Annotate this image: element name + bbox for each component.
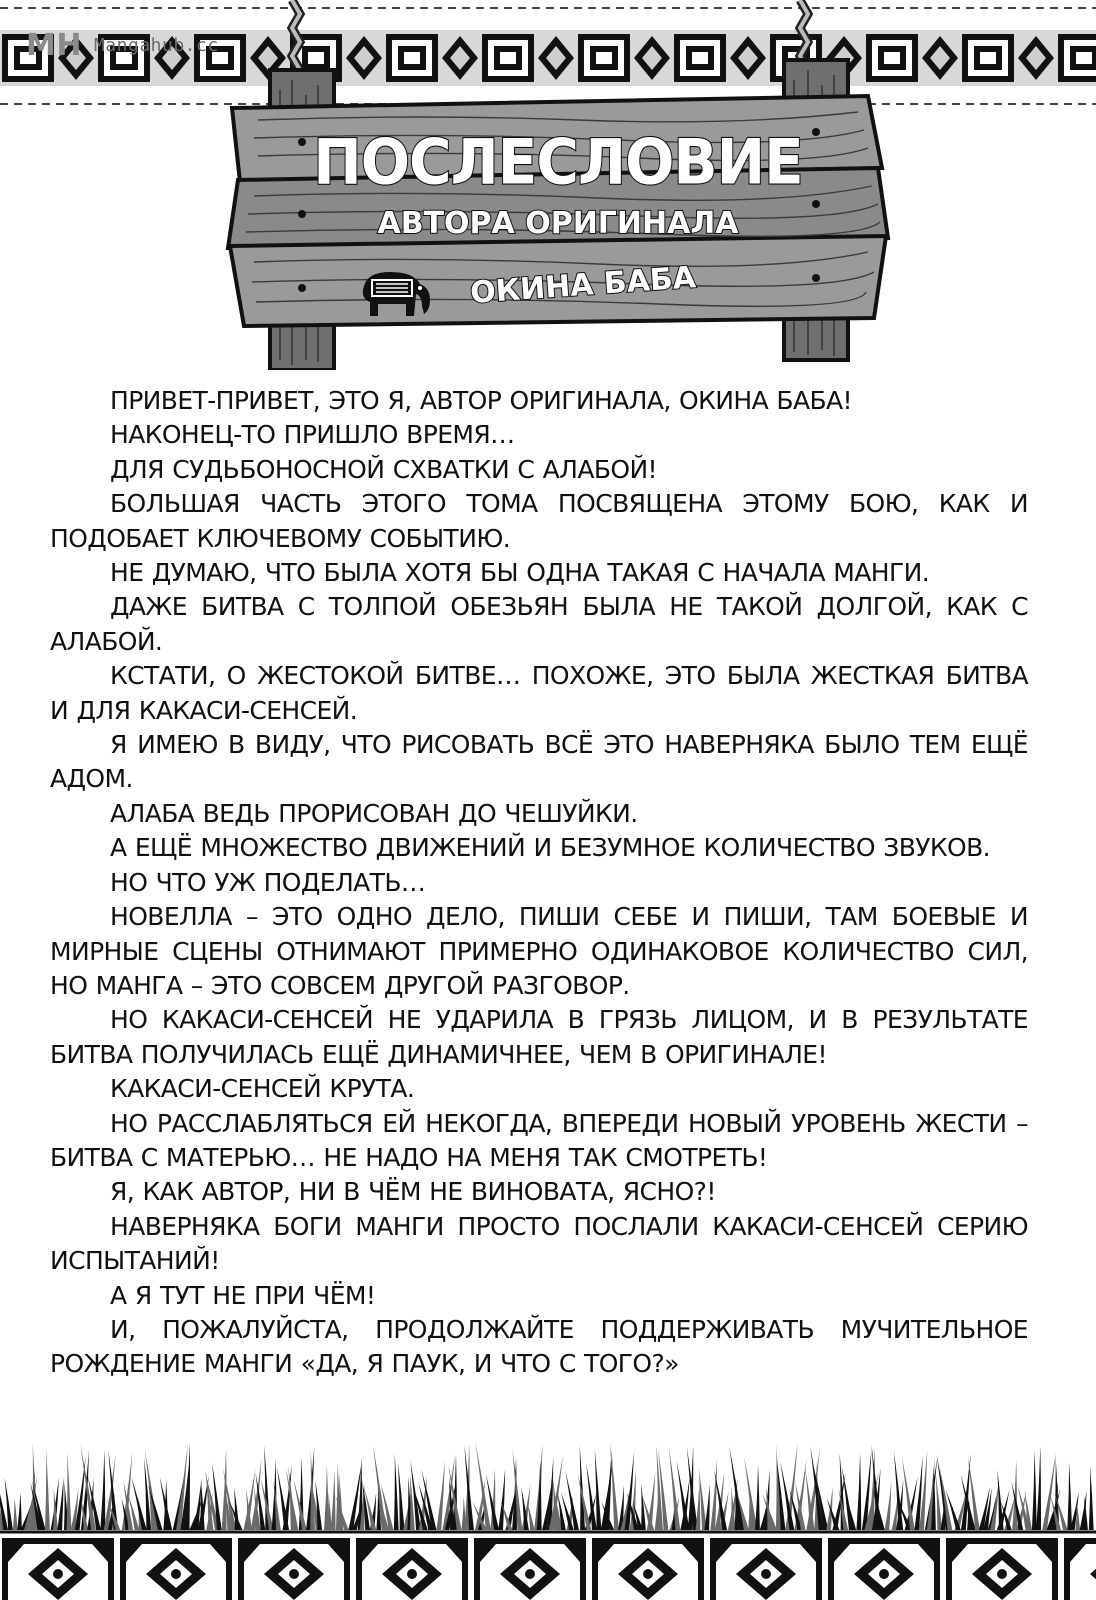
bottom-ornament-border	[0, 1428, 1096, 1600]
paragraph: НЕ ДУМАЮ, ЧТО БЫЛА ХОТЯ БЫ ОДНА ТАКАЯ С НАЧАЛА МАНГИ.	[110, 558, 930, 588]
paragraph: НОВЕЛЛА – ЭТО ОДНО ДЕЛО, ПИШИ СЕБЕ И ПИШИ, ТАМ БОЕВЫЕ И МИРНЫЕ СЦЕНЫ ОТНИМАЮТ ПРИМЕРНО ОДИНАКОВОЕ КОЛИЧЕСТВО СИЛ, НО МАНГА – ЭТО СОВСЕМ ДРУГОЙ РАЗГОВОР.	[50, 902, 1028, 1000]
afterword-text	[50, 384, 1028, 1382]
paragraph: НО КАКАСИ-СЕНСЕЙ НЕ УДАРИЛА В ГРЯЗЬ ЛИЦОМ, И В РЕЗУЛЬТАТЕ БИТВА ПОЛУЧИЛАСЬ ЕЩЁ ДИНАМИЧНЕЕ, ЧЕМ В ОРИГИНАЛЕ!	[50, 1005, 1028, 1069]
paragraph: КАКАСИ-СЕНСЕЙ КРУТА.	[110, 1074, 415, 1104]
elephant-icon	[350, 266, 440, 326]
paragraph: БОЛЬШАЯ ЧАСТЬ ЭТОГО ТОМА ПОСВЯЩЕНА ЭТОМУ БОЮ, КАК И ПОДОБАЕТ КЛЮЧЕВОМУ СОБЫТИЮ.	[50, 489, 1028, 553]
paragraph: И, ПОЖАЛУЙСТА, ПРОДОЛЖАЙТЕ ПОДДЕРЖИВАТЬ МУЧИТЕЛЬНОЕ РОЖДЕНИЕ МАНГИ «ДА, Я ПАУК, И ЧТО С ТОГО?»	[50, 1314, 1028, 1379]
paragraph: ДЛЯ СУДЬБОНОСНОЙ СХВАТКИ С АЛАБОЙ!	[110, 454, 657, 484]
paragraph: НО ЧТО УЖ ПОДЕЛАТЬ…	[110, 867, 426, 897]
paragraph: Я, КАК АВТОР, НИ В ЧЁМ НЕ ВИНОВАТА, ЯСНО?!	[110, 1177, 716, 1207]
paragraph: А Я ТУТ НЕ ПРИ ЧЁМ!	[110, 1280, 376, 1310]
site-watermark	[26, 28, 219, 63]
paragraph: АЛАБА ВЕДЬ ПРОРИСОВАН ДО ЧЕШУЙКИ.	[110, 798, 638, 828]
page-title: ПОСЛЕСЛОВИЕ	[313, 125, 803, 199]
page-subtitle: АВТОРА ОРИГИНАЛА	[377, 206, 739, 241]
paragraph: НО РАССЛАБЛЯТЬСЯ ЕЙ НЕКОГДА, ВПЕРЕДИ НОВЫЙ УРОВЕНЬ ЖЕСТИ – БИТВА С МАТЕРЬЮ… НЕ НАДО НА МЕНЯ ТАК СМОТРЕТЬ!	[50, 1108, 1028, 1172]
wooden-sign	[218, 0, 898, 370]
paragraph: Я ИМЕЮ В ВИДУ, ЧТО РИСОВАТЬ ВСЁ ЭТО НАВЕРНЯКА БЫЛО ТЕМ ЕЩЁ АДОМ.	[50, 730, 1028, 794]
paragraph: ПРИВЕТ-ПРИВЕТ, ЭТО Я, АВТОР ОРИГИНАЛА, ОКИНА БАБА!	[110, 386, 852, 415]
tribal-pattern-bottom	[2, 1538, 1096, 1600]
grass-decoration	[0, 1442, 1094, 1532]
site-logo: MH	[26, 28, 82, 63]
site-name: Mangahub.cc	[93, 35, 219, 56]
paragraph: ДАЖЕ БИТВА С ТОЛПОЙ ОБЕЗЬЯН БЫЛА НЕ ТАКОЙ ДОЛГОЙ, КАК С АЛАБОЙ.	[50, 592, 1028, 656]
author-name: ОКИНА БАБА	[469, 260, 698, 311]
paragraph: КСТАТИ, О ЖЕСТОКОЙ БИТВЕ… ПОХОЖЕ, ЭТО БЫЛА ЖЕСТКАЯ БИТВА И ДЛЯ КАКАСИ-СЕНСЕЙ.	[50, 661, 1028, 725]
paragraph: НАВЕРНЯКА БОГИ МАНГИ ПРОСТО ПОСЛАЛИ КАКАСИ-СЕНСЕЙ СЕРИЮ ИСПЫТАНИЙ!	[50, 1211, 1028, 1276]
paragraph: НАКОНЕЦ-ТО ПРИШЛО ВРЕМЯ…	[110, 420, 515, 450]
paragraph: А ЕЩЁ МНОЖЕСТВО ДВИЖЕНИЙ И БЕЗУМНОЕ КОЛИЧЕСТВО ЗВУКОВ.	[110, 833, 991, 863]
